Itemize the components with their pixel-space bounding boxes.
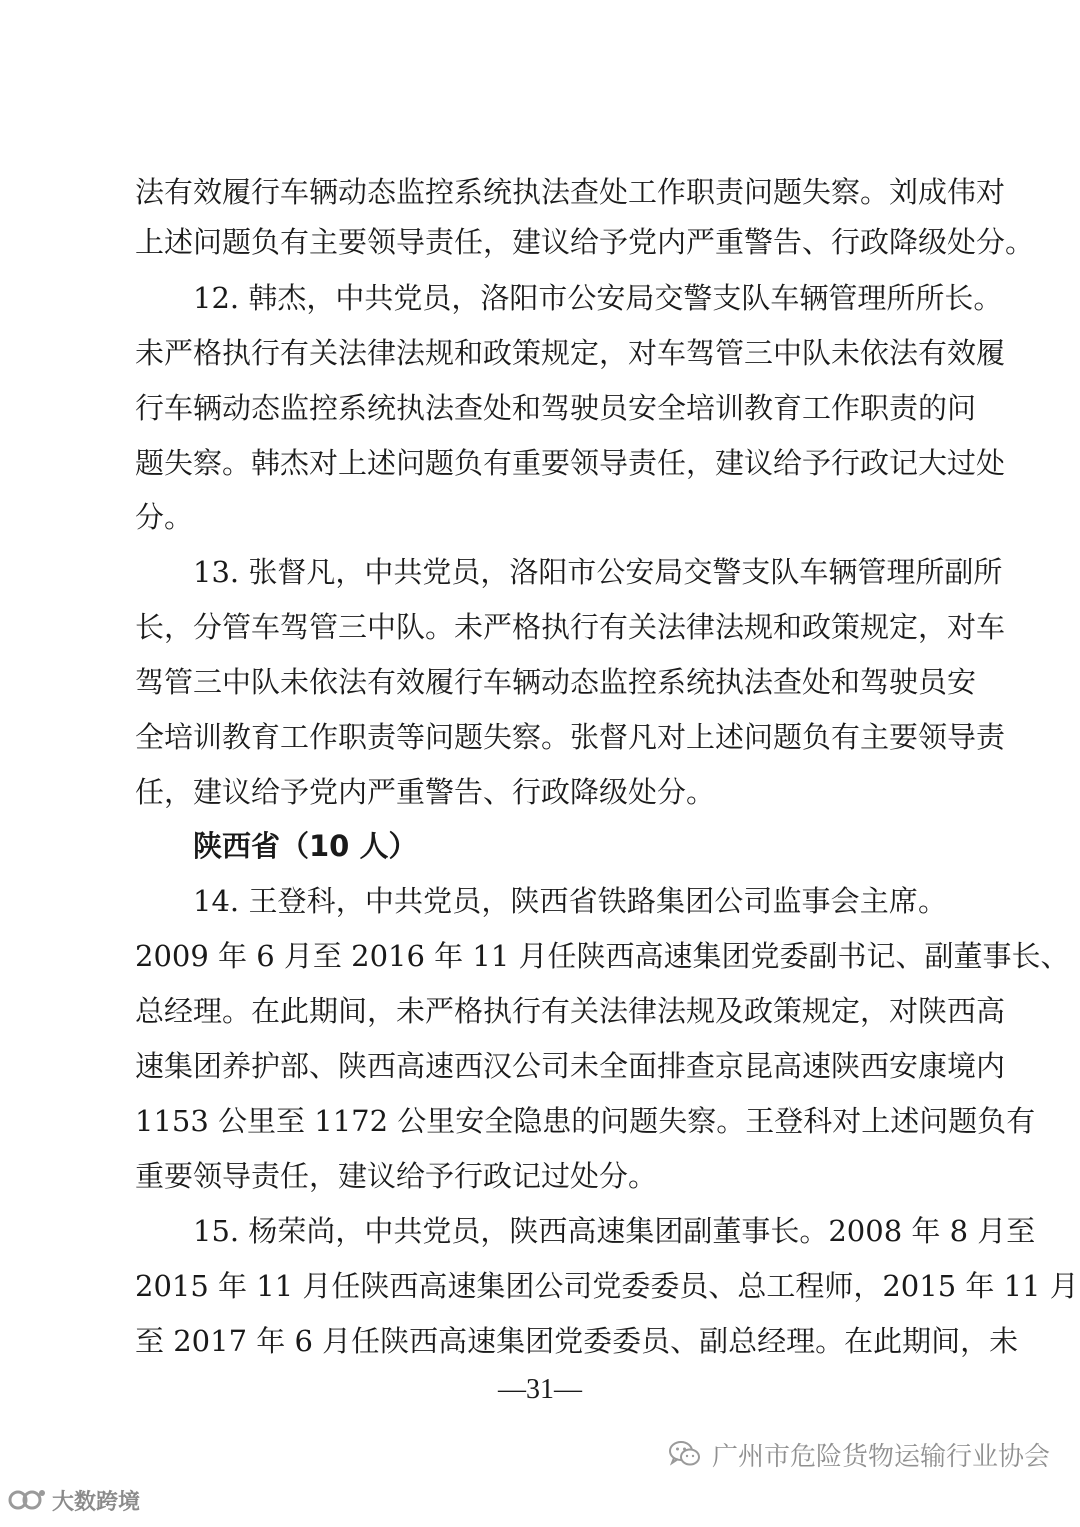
text-line: 12. 韩杰，中共党员，洛阳市公安局交警支队车辆管理所所长。: [193, 281, 1003, 315]
text-line: 未严格执行有关法律法规和政策规定，对车驾管三中队未依法有效履: [135, 336, 1006, 370]
text-line: 速集团养护部、陕西高速西汉公司未全面排查京昆高速陕西安康境内: [135, 1049, 1006, 1083]
text-line: 13. 张督凡，中共党员，洛阳市公安局交警支队车辆管理所副所: [193, 555, 1003, 589]
section-heading: 陕西省（10 人）: [193, 829, 418, 863]
page-number: —31—: [498, 1374, 582, 1405]
text-line: 任，建议给予党内严重警告、行政降级处分。: [135, 775, 716, 809]
text-line: 分。: [135, 500, 194, 534]
text-line: 总经理。在此期间，未严格执行有关法律法规及政策规定，对陕西高: [135, 994, 1006, 1028]
wechat-account-name: 广州市危险货物运输行业协会: [711, 1441, 1050, 1472]
text-line: 15. 杨荣尚，中共党员，陕西高速集团副董事长。2008 年 8 月至: [193, 1214, 1036, 1248]
source-watermark-text: 大数跨境: [52, 1489, 141, 1515]
text-line: 法有效履行车辆动态监控系统执法查处工作职责问题失察。刘成伟对: [135, 175, 1006, 209]
text-line: 2015 年 11 月任陕西高速集团公司党委委员、总工程师，2015 年 11 月: [135, 1269, 1079, 1303]
wechat-account-watermark: [668, 1434, 1050, 1474]
text-line: 至 2017 年 6 月任陕西高速集团党委委员、副总经理。在此期间，未: [135, 1324, 1019, 1358]
source-logo-icon: [8, 1487, 48, 1513]
text-line: 驾管三中队未依法有效履行车辆动态监控系统执法查处和驾驶员安: [135, 665, 977, 699]
text-line: 重要领导责任，建议给予行政记过处分。: [135, 1159, 658, 1193]
text-line: 14. 王登科，中共党员，陕西省铁路集团公司监事会主席。: [193, 884, 947, 918]
source-watermark: [8, 1483, 140, 1517]
wechat-icon: [668, 1439, 702, 1469]
text-line: 全培训教育工作职责等问题失察。张督凡对上述问题负有主要领导责: [135, 720, 1006, 754]
text-line: 2009 年 6 月至 2016 年 11 月任陕西高速集团党委副书记、副董事长、: [135, 939, 1070, 973]
text-line: 长，分管车驾管三中队。未严格执行有关法律法规和政策规定，对车: [135, 610, 1006, 644]
text-line: 题失察。韩杰对上述问题负有重要领导责任，建议给予行政记大过处: [135, 446, 1006, 480]
text-line: 1153 公里至 1172 公里安全隐患的问题失察。王登科对上述问题负有: [135, 1104, 1036, 1138]
text-line: 行车辆动态监控系统执法查处和驾驶员安全培训教育工作职责的问: [135, 391, 977, 425]
text-line: 上述问题负有主要领导责任，建议给予党内严重警告、行政降级处分。: [135, 225, 1035, 259]
